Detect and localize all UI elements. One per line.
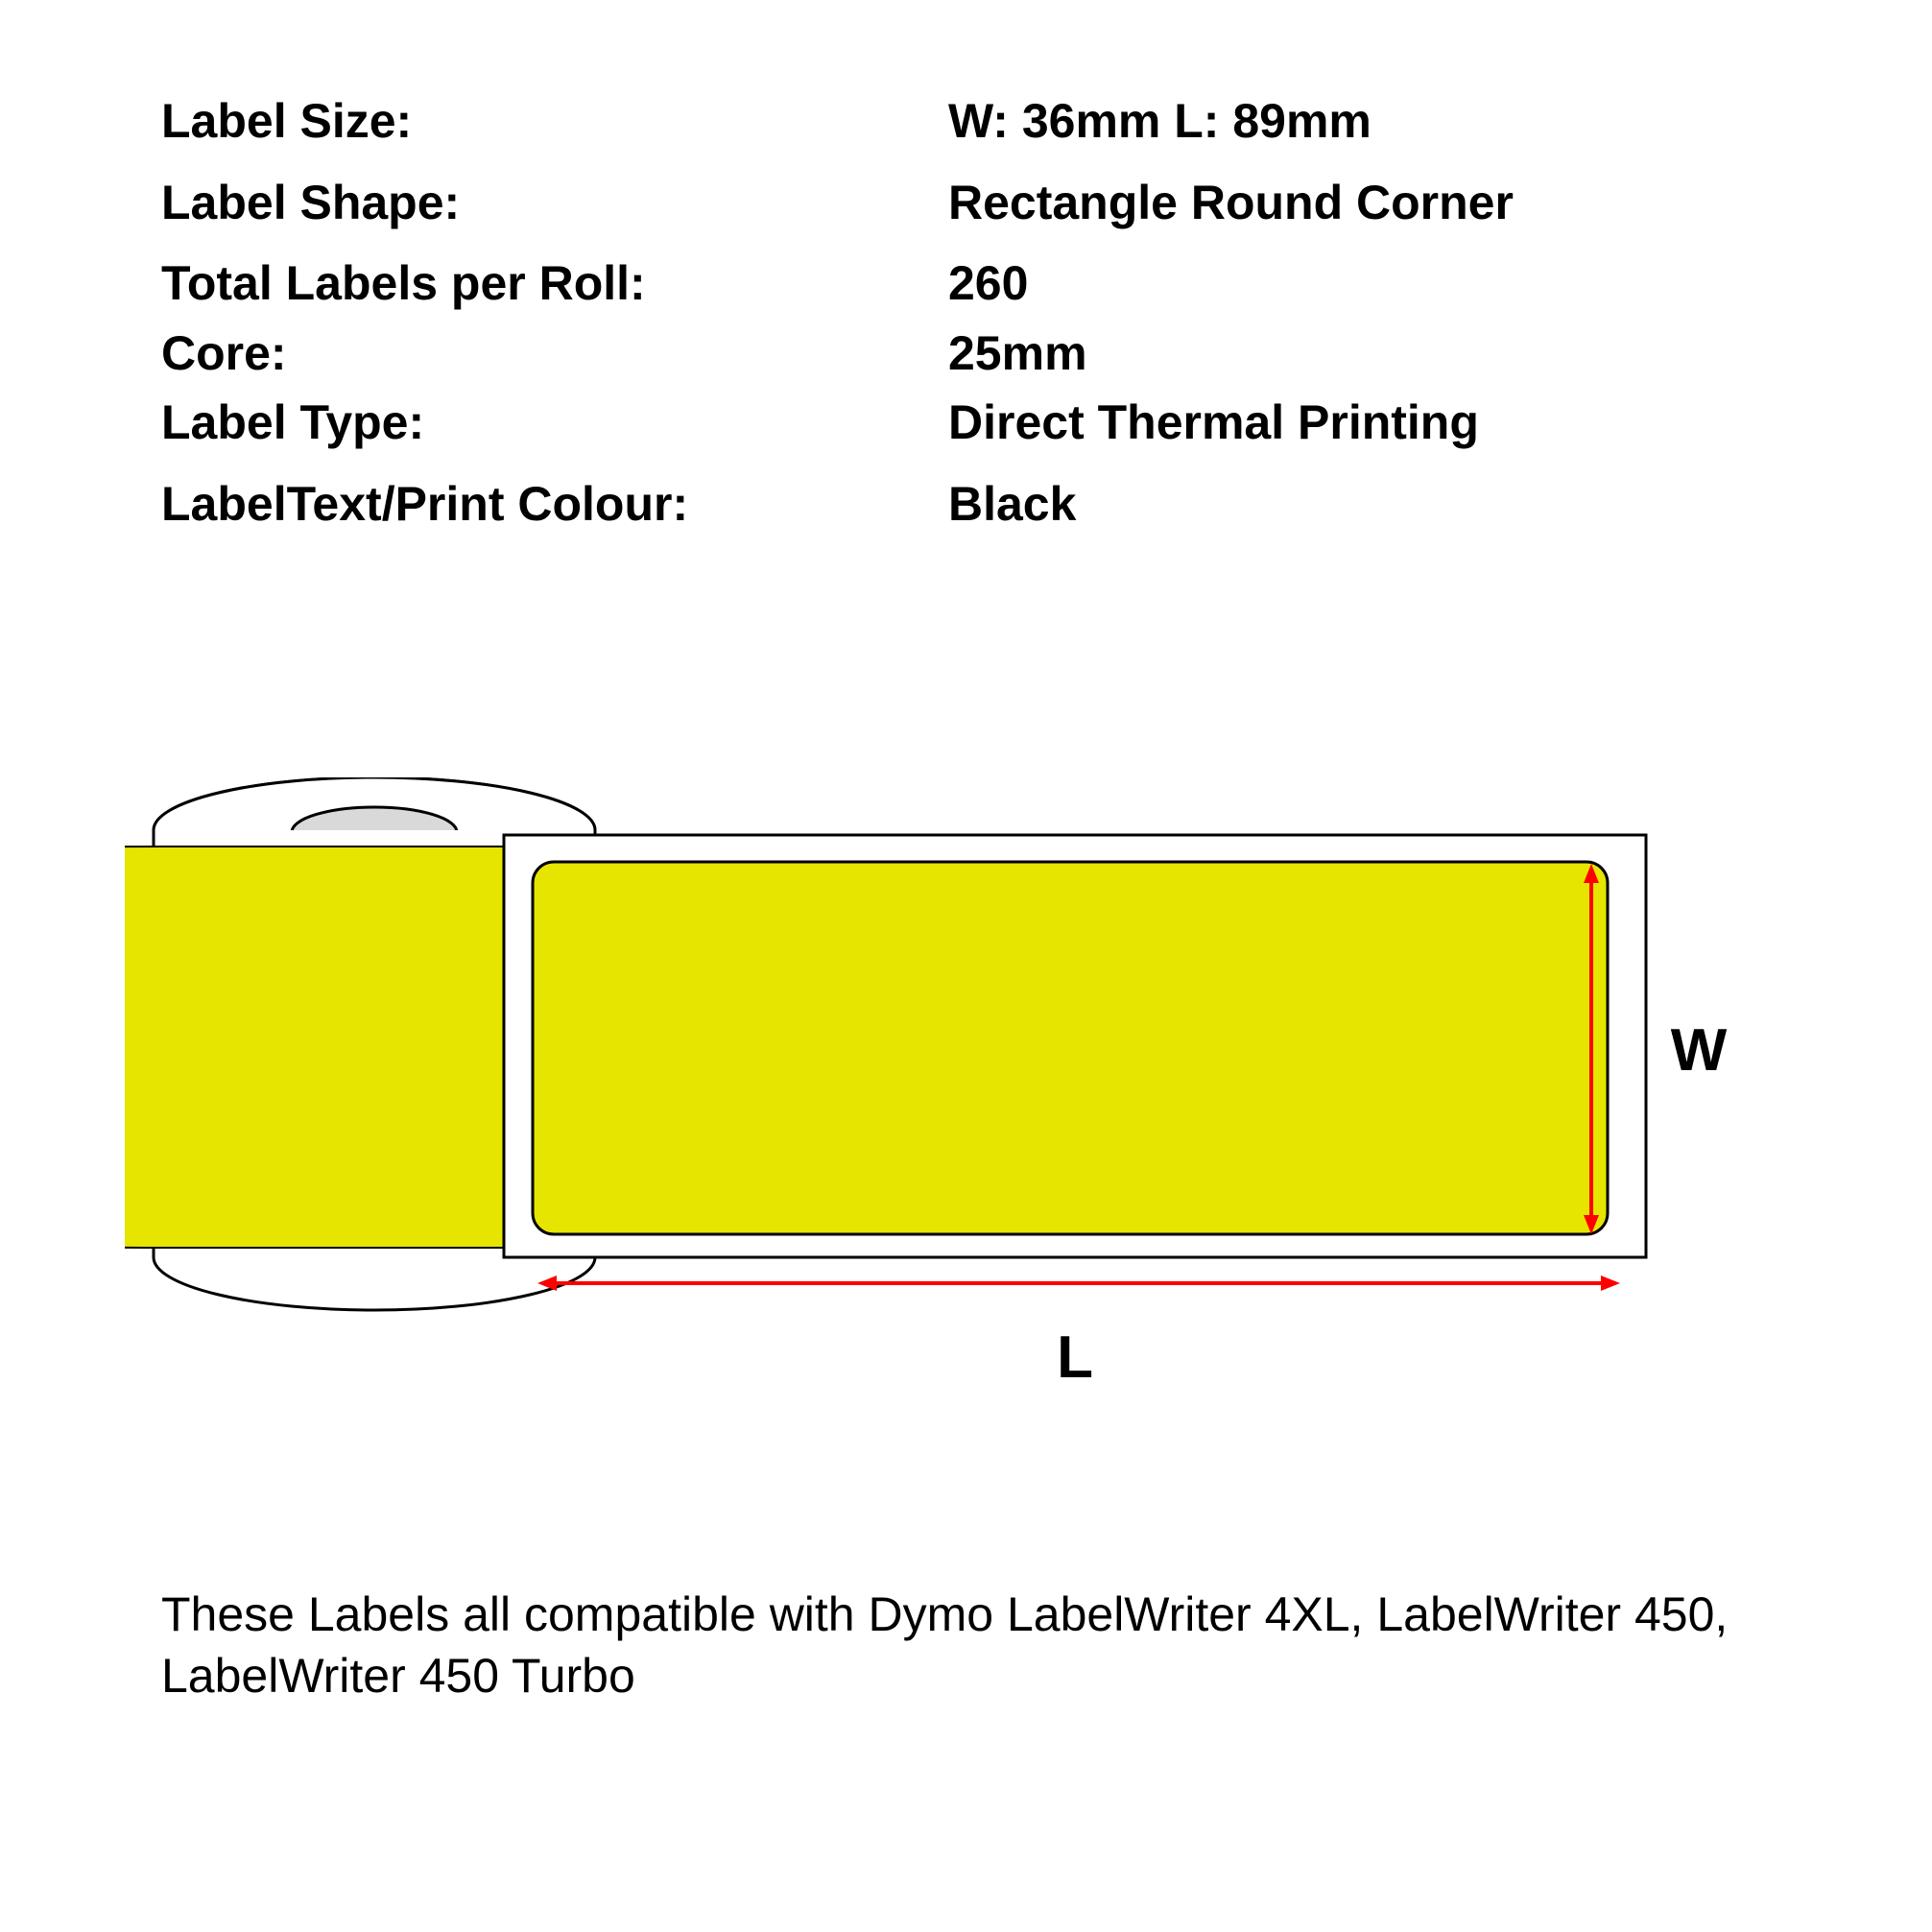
length-marker-label: L — [1057, 1324, 1093, 1391]
spec-value-total-labels: 260 — [948, 256, 1029, 310]
label-spec-table — [161, 91, 1793, 555]
spec-value-core: 25mm — [948, 325, 1087, 380]
compatibility-note: These Labels all compatible with Dymo LabelWriter 4XL, LabelWriter 450, LabelWriter 450 Turbo — [161, 1587, 1729, 1703]
width-marker-label: W — [1670, 1017, 1728, 1084]
flat-label — [533, 862, 1608, 1234]
spec-row-label-size — [161, 91, 1793, 152]
spec-row-label-shape — [161, 173, 1793, 233]
spec-value-label-type: Direct Thermal Printing — [948, 395, 1479, 449]
spec-row-total-labels — [161, 253, 1793, 314]
spec-row-print-colour — [161, 474, 1793, 535]
label-roll-diagram — [125, 777, 1833, 1488]
spec-label-label-size: Label Size: — [161, 94, 413, 148]
spec-value-label-size: W: 36mm L: 89mm — [948, 94, 1371, 148]
spec-label-total-labels: Total Labels per Roll: — [161, 256, 646, 310]
spec-label-core: Core: — [161, 325, 287, 380]
spec-label-label-type: Label Type: — [161, 395, 425, 449]
spec-label-print-colour: LabelText/Print Colour: — [161, 476, 689, 531]
roll-label-face — [125, 847, 504, 1248]
length-dimension-arrow — [537, 1276, 1620, 1291]
spec-row-core — [161, 323, 1793, 384]
spec-value-label-shape: Rectangle Round Corner — [948, 175, 1514, 229]
spec-row-label-type — [161, 393, 1793, 453]
spec-label-label-shape: Label Shape: — [161, 175, 461, 229]
spec-value-print-colour: Black — [948, 476, 1077, 531]
